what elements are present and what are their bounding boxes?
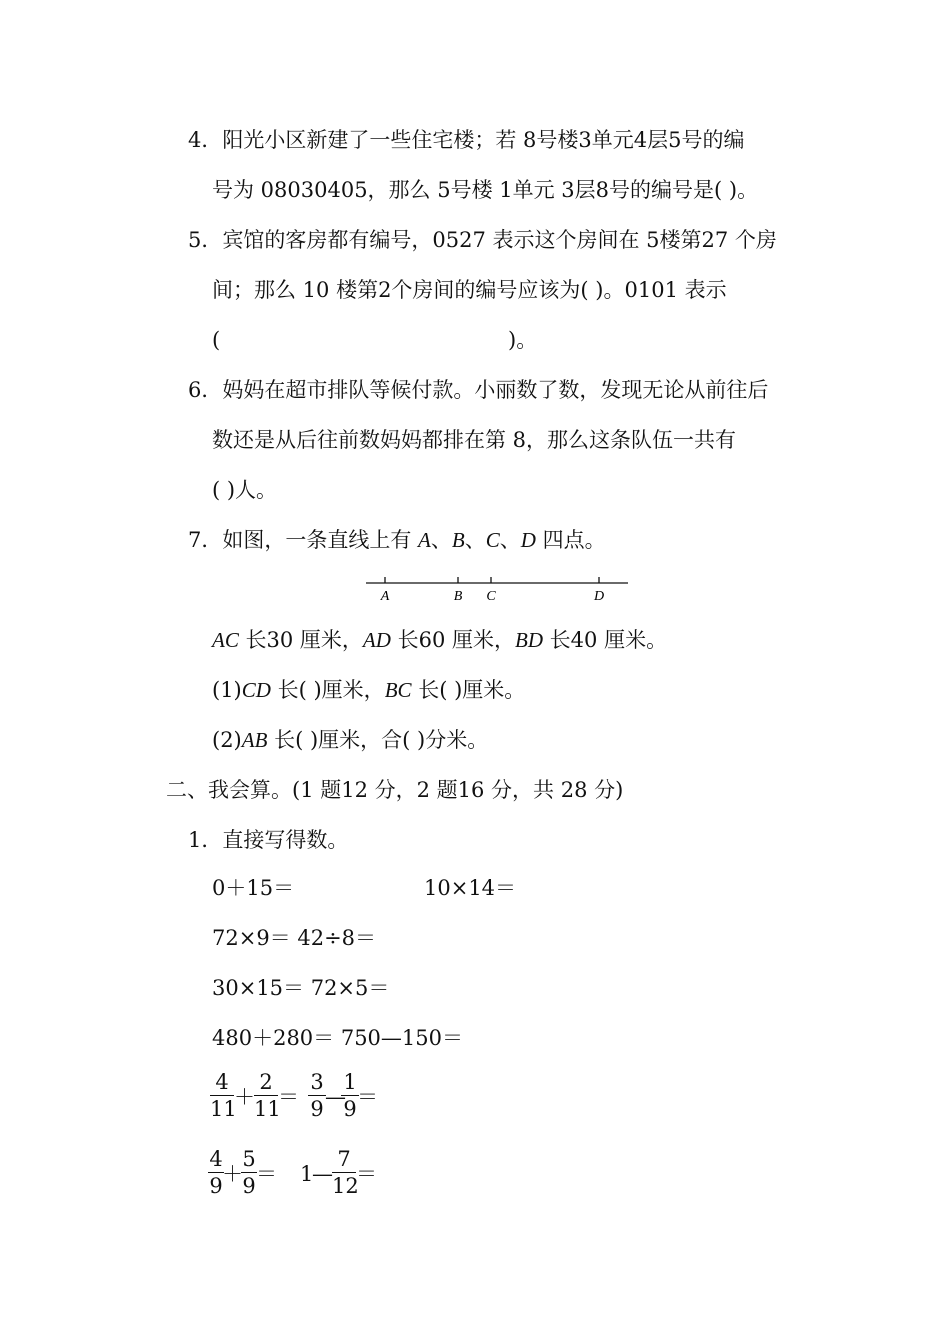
q7-point-c: C [485,528,500,552]
calc-row2: 72×9＝ 42÷8＝ [212,926,377,950]
fraction-4-11 [210,1070,237,1121]
label-b: B [453,589,463,604]
fraction-bar [210,1095,234,1096]
q5-line3-open: ( [212,328,221,352]
q4-line2: 号为 08030405，那么 5号楼 1单元 3层8号的编号是( )。 [212,178,759,202]
denominator: 9 [242,1174,256,1198]
calc-row3: 30×15＝ 72×5＝ [212,976,390,1000]
equals-sign: ＝ [356,1162,377,1186]
numerator: 7 [337,1147,351,1171]
seg-ad-text: 长60 厘米， [390,628,515,652]
q6-line3: ( )人。 [212,478,278,502]
q7-point-d: D [520,528,536,552]
q7-sub2 [212,726,488,754]
seg-ac-text: 长30 厘米， [238,628,363,652]
denominator: 9 [209,1174,223,1198]
fraction-bar [254,1095,278,1096]
q6-line1: 6．妈妈在超市排队等候付款。小丽数了数，发现无论从前往后 [188,378,769,402]
seg-cd: CD [241,678,271,702]
numerator: 2 [259,1070,273,1094]
seg-bd-text: 长40 厘米。 [543,628,668,652]
numerator: 4 [209,1147,223,1171]
denominator: 11 [210,1097,237,1121]
denominator: 9 [310,1097,324,1121]
seg-bd: BD [515,628,543,652]
label-c: C [486,589,496,604]
label-a: A [380,589,390,604]
q7-given [212,626,667,654]
fraction-bar [308,1095,326,1096]
calc-row1-left: 0＋15＝ [212,876,295,900]
numerator: 4 [215,1070,229,1094]
q7-line-diagram [360,570,635,610]
minus-sign: — [312,1162,333,1186]
denominator: 11 [254,1097,281,1121]
q7-sep2: 、 [464,528,486,552]
fraction-2-11 [254,1070,281,1121]
q6-line2: 数还是从后往前数妈妈都排在第 8，那么这条队伍一共有 [212,428,737,452]
minus-sign: — [325,1085,346,1109]
equals-sign: ＝ [278,1085,299,1109]
seg-ad: AD [362,628,391,652]
sub2-prefix: (2) [212,728,242,752]
q7-intro-prefix: 7．如图，一条直线上有 [188,528,419,552]
plus-sign: ＋ [222,1162,243,1186]
fraction-bar [332,1172,356,1173]
seg-ab: AB [241,728,268,752]
q7-sep3: 、 [499,528,521,552]
q7-sub1 [212,676,525,704]
q5-line2: 间；那么 10 楼第2个房间的编号应该为( )。0101 表示 [212,278,727,302]
q5-line3-close: )。 [508,328,538,352]
plus-sign: ＋ [234,1085,255,1109]
equals-sign: ＝ [256,1162,277,1186]
sub1-prefix: (1) [212,678,242,702]
q7-intro-suffix: 四点。 [535,528,606,552]
numerator: 1 [343,1070,357,1094]
q7-sep1: 、 [430,528,452,552]
fraction-3-9 [308,1070,326,1121]
q5-line1: 5．宾馆的客房都有编号，0527 表示这个房间在 5楼第27 个房 [188,228,777,252]
q7-intro [188,526,606,554]
q4-line1: 4．阳光小区新建了一些住宅楼；若 8号楼3单元4层5号的编 [188,128,745,152]
sub1-text1: 长( )厘米， [270,678,385,702]
sub1-text2: 长( )厘米。 [411,678,526,702]
section2-heading: 二、我会算。(1 题12 分，2 题16 分，共 28 分) [166,778,624,802]
seg-bc: BC [384,678,412,702]
fraction-7-12 [332,1147,359,1198]
whole-number: 1 [300,1162,314,1186]
sub2-text: 长( )厘米，合( )分米。 [267,728,489,752]
seg-ac: AC [212,628,239,652]
numerator: 3 [310,1070,324,1094]
numerator: 5 [242,1147,256,1171]
fraction-5-9 [241,1147,257,1198]
denominator: 12 [332,1174,359,1198]
calc-row4: 480＋280＝ 750—150＝ [212,1026,464,1050]
fraction-bar [241,1172,257,1173]
denominator: 9 [343,1097,357,1121]
calc-row1-right: 10×14＝ [424,876,517,900]
equals-sign: ＝ [357,1085,378,1109]
label-d: D [593,589,605,604]
q7-point-b: B [451,528,465,552]
q7-point-a: A [418,528,431,552]
section2-q1-title: 1．直接写得数。 [188,828,349,852]
